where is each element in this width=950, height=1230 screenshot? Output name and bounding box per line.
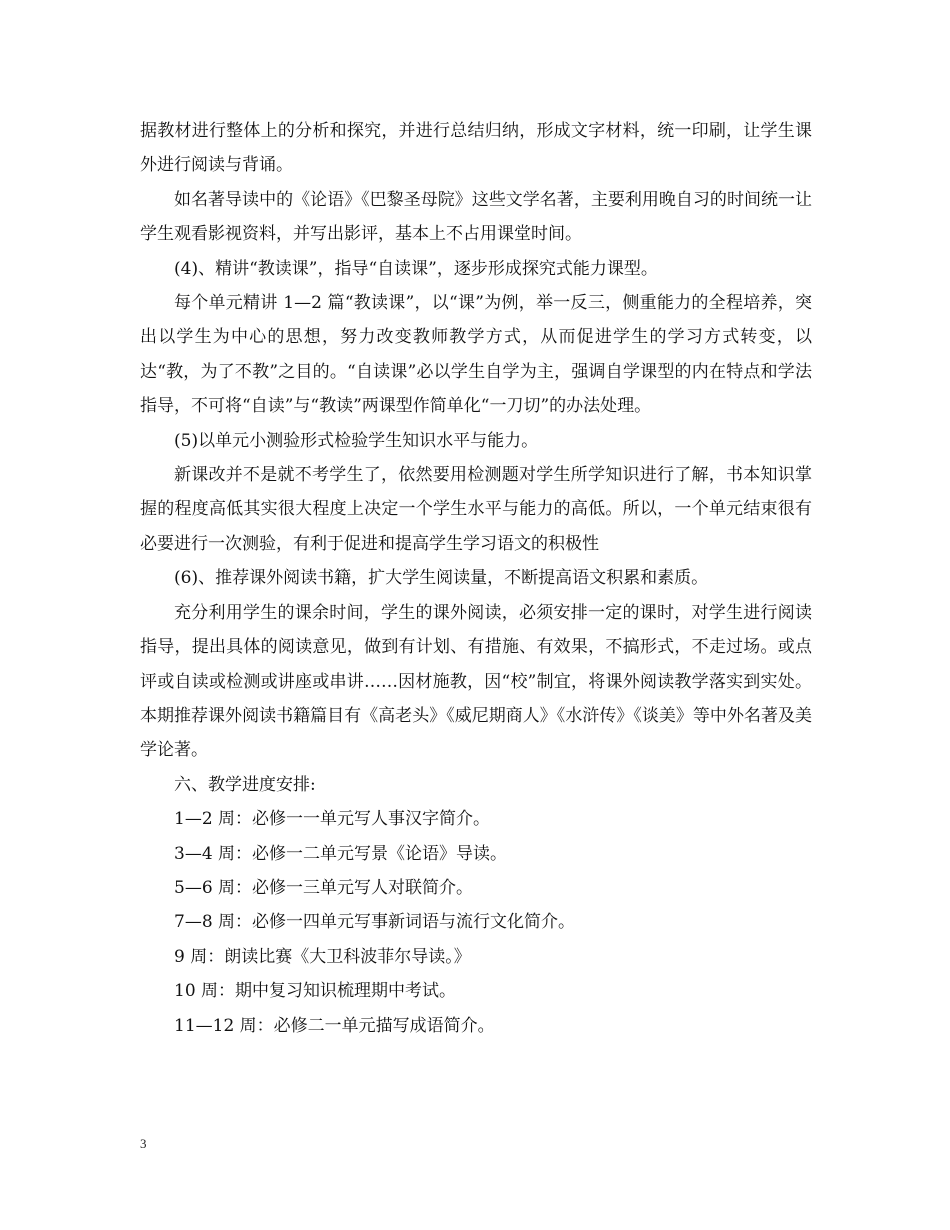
schedule-item: 11—12 周：必修二一单元描写成语简介。 (174, 1015, 495, 1036)
paragraph-heading-6: (6)、推荐课外阅读书籍，扩大学生阅读量，不断提高语文积累和素质。 (174, 568, 709, 589)
paragraph-testing: 新课改并不是就不考学生了，依然要用检测题对学生所学知识进行了解，书本知识掌握的程度高低其实很大程度上决定一个学生水平与能力的高低。所以，一个单元结束很有必要进行一次测验，有利于促进和提高学生学习语文的积极性 (140, 465, 812, 554)
paragraph-heading-5: (5)以单元小测验形式检验学生知识水平与能力。 (174, 430, 539, 451)
schedule-item: 5—6 周：必修一三单元写人对联简介。 (174, 877, 474, 898)
schedule-item: 9 周：朗读比赛《大卫科波菲尔导读。》 (174, 946, 471, 967)
paragraph-schedule-heading: 六、教学进度安排: (174, 774, 316, 795)
paragraph-heading-4: (4)、精讲“教读课”，指导“自读课”，逐步形成探究式能力课型。 (174, 258, 658, 279)
paragraph-extracurricular: 充分利用学生的课余时间，学生的课外阅读，必须安排一定的课时，对学生进行阅读指导，提出具体的阅读意见，做到有计划、有措施、有效果，不搞形式，不走过场。或点评或自读或检测或讲座或串讲……因材施教，因“校”制宜，将课外阅读教学落实到实处。本期推荐课外阅读书籍篇目有《高老头》《威尼期商人》《水浒传》《谈美》等中外名著及美学论著。 (140, 602, 812, 761)
paragraph-teaching-reading: 每个单元精讲 1—2 篇“教读课”，以“课”为例，举一反三，侧重能力的全程培养，突出以学生为中心的思想，努力改变教师教学方式，从而促进学生的学习方式转变，以达“教，为了不教”之目的。“自读课”必以学生自学为主，强调自学课型的内在特点和学法指导，不可将“自读”与“教读”两课型作简单化“一刀切”的办法处理。 (140, 293, 812, 417)
schedule-item: 1—2 周：必修一一单元写人事汉字简介。 (174, 809, 491, 830)
page-number: 3 (140, 1136, 147, 1151)
schedule-item: 3—4 周：必修一二单元写景《论语》导读。 (174, 843, 508, 864)
schedule-item: 7—8 周：必修一四单元写事新词语与流行文化简介。 (174, 912, 576, 933)
document-body (140, 114, 812, 1043)
paragraph-continuation: 据教材进行整体上的分析和探究，并进行总结归纳，形成文字材料，统一印刷，让学生课外进行阅读与背诵。 (140, 121, 812, 176)
paragraph-famous-works: 如名著导读中的《论语》《巴黎圣母院》这些文学名著，主要利用晚自习的时间统一让学生观看影视资料，并写出影评，基本上不占用课堂时间。 (140, 189, 812, 245)
schedule-item: 10 周：期中复习知识梳理期中考试。 (174, 981, 457, 1002)
